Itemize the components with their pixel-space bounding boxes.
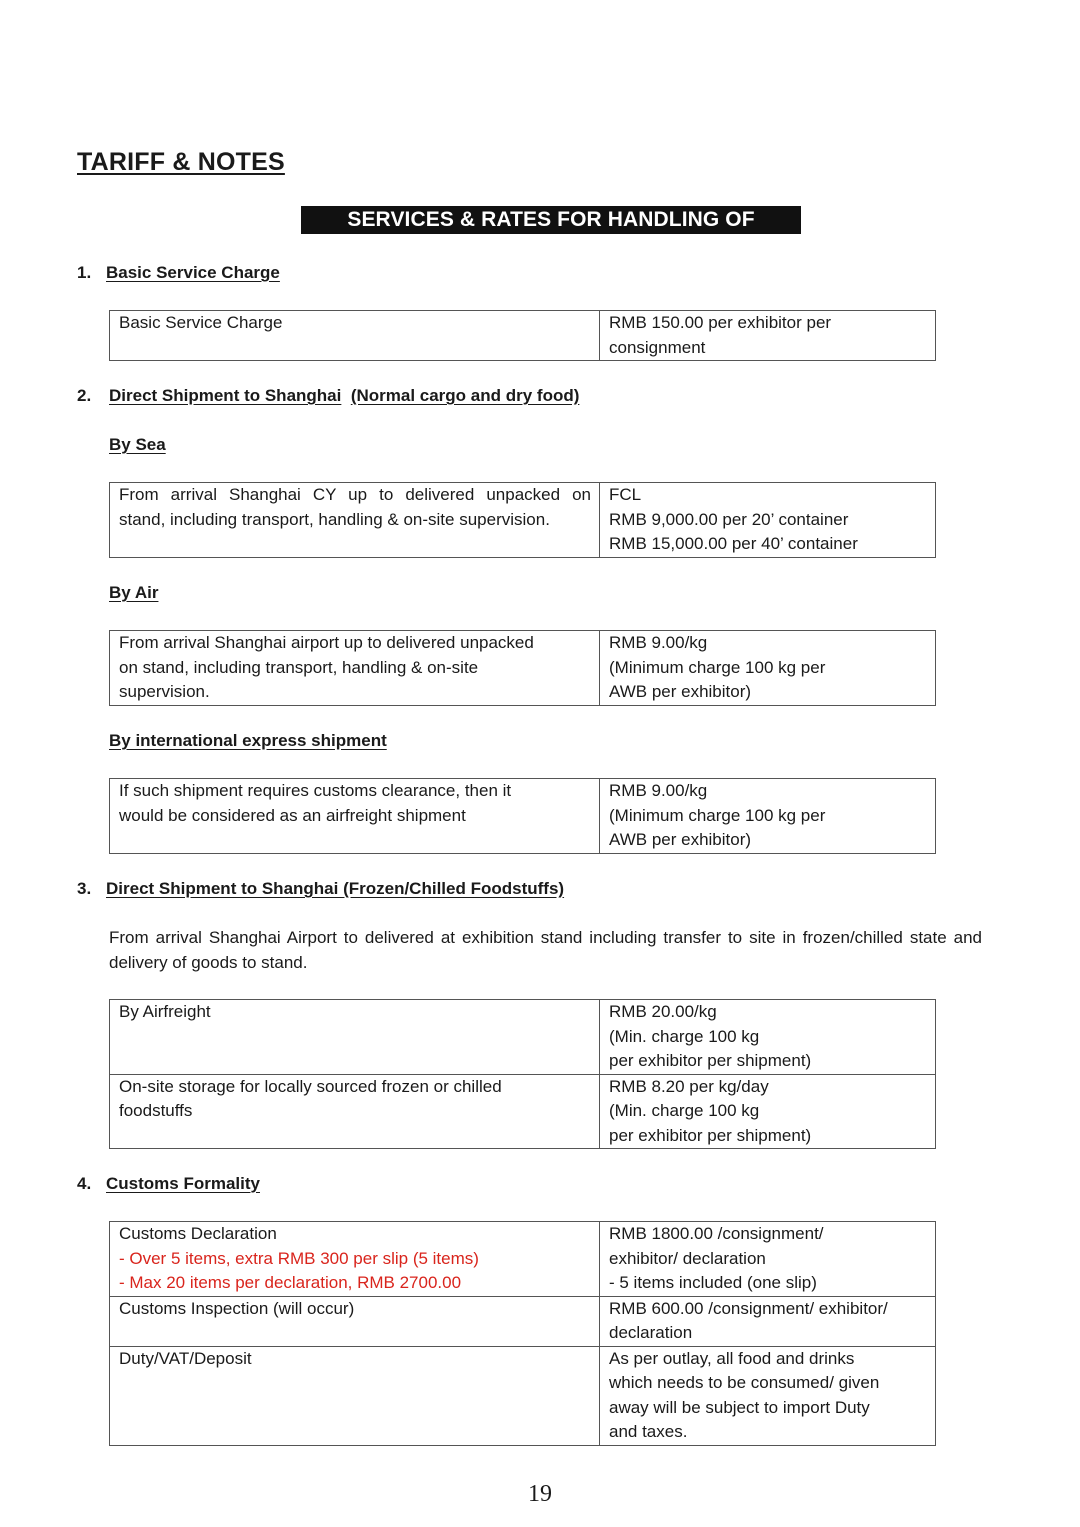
cell-line: would be considered as an airfreight shipment <box>119 805 466 825</box>
rate-cell <box>600 1000 936 1075</box>
cell-line: exhibitor/ declaration <box>609 1248 766 1268</box>
cell-line: From arrival Shanghai CY up to delivered unpacked on <box>119 485 591 504</box>
rate-cell <box>600 1346 936 1445</box>
declaration-note: - Max 20 items per declaration, RMB 2700.00 <box>119 1273 462 1292</box>
customs-table <box>109 1221 936 1446</box>
cell-line: Duty/VAT/Deposit <box>119 1348 252 1368</box>
cell-line: (Minimum charge 100 kg per <box>609 805 826 825</box>
by-sea-table <box>109 482 936 558</box>
section-4-heading <box>77 1174 260 1194</box>
service-cell <box>110 631 600 706</box>
section-number: 2. <box>77 386 92 405</box>
cell-line: On-site storage for locally sourced frozen or chilled <box>119 1076 502 1096</box>
section-2-heading <box>77 386 579 406</box>
cell-line: RMB 1800.00 /consignment/ <box>609 1224 824 1243</box>
table-row <box>110 1222 936 1297</box>
section-title: Direct Shipment to Shanghai <box>109 386 342 405</box>
section-subtitle: (Normal cargo and dry food) <box>350 386 580 405</box>
section-1-heading <box>77 263 280 283</box>
cell-line: As per outlay, all food and drinks <box>609 1348 855 1368</box>
cell-line: By Airfreight <box>119 1002 211 1021</box>
table-row <box>110 1074 936 1149</box>
cell-line: If such shipment requires customs clearance, then it <box>119 781 512 800</box>
cell-line: stand, including transport, handling & on-site supervision. <box>119 509 550 529</box>
cell-line: (Min. charge 100 kg <box>609 1026 760 1046</box>
table-row <box>110 483 936 558</box>
table-row <box>110 1346 936 1445</box>
cell-line: declaration <box>609 1323 693 1342</box>
service-cell <box>110 1346 600 1445</box>
service-cell <box>110 1222 600 1297</box>
cell-line: on stand, including transport, handling & on-site <box>119 657 479 677</box>
by-express-table <box>109 778 936 854</box>
section-number: 1. <box>77 263 92 282</box>
cell-line: - 5 items included (one slip) <box>609 1273 817 1292</box>
cell-line: consignment <box>609 337 706 357</box>
service-cell <box>110 1074 600 1149</box>
section-number: 3. <box>77 879 92 898</box>
cell-line: foodstuffs <box>119 1101 193 1120</box>
service-cell <box>110 779 600 854</box>
cell-line: which needs to be consumed/ given <box>609 1373 880 1392</box>
by-air-table <box>109 630 936 706</box>
cell-line: RMB 150.00 per exhibitor per <box>609 313 832 332</box>
rate-cell <box>600 311 936 361</box>
basic-service-table <box>109 310 936 361</box>
rate-cell <box>600 779 936 854</box>
page-title: TARIFF & NOTES <box>77 148 285 176</box>
cell-line: supervision. <box>119 682 210 701</box>
cell-line: From arrival Shanghai airport up to delivered unpacked <box>119 633 534 652</box>
cell-line: and taxes. <box>609 1422 688 1441</box>
by-air-heading: By Air <box>109 583 159 602</box>
services-banner: SERVICES & RATES FOR HANDLING OF EXHIBITS <box>301 206 801 234</box>
cell-line: RMB 20.00/kg <box>609 1002 717 1021</box>
cell-line: Customs Inspection (will occur) <box>119 1298 355 1318</box>
cell-line: RMB 9.00/kg <box>609 781 708 800</box>
cell-line: AWB per exhibitor) <box>609 830 752 849</box>
by-express-heading: By international express shipment <box>109 731 387 750</box>
service-cell <box>110 483 600 558</box>
rate-cell <box>600 483 936 558</box>
section-title: Customs Formality <box>106 1174 260 1193</box>
table-row <box>110 1000 936 1075</box>
cell-line: RMB 600.00 /consignment/ exhibitor/ <box>609 1298 888 1318</box>
table-row <box>110 631 936 706</box>
cell-line: (Min. charge 100 kg <box>609 1101 760 1120</box>
cell-line: RMB 9.00/kg <box>609 633 708 652</box>
section-title: Direct Shipment to Shanghai (Frozen/Chilled Foodstuffs) <box>106 879 565 898</box>
table-row <box>110 779 936 854</box>
cell-line: RMB 9,000.00 per 20’ container <box>609 509 849 529</box>
cell-line: RMB 15,000.00 per 40’ container <box>609 534 858 553</box>
page-number: 19 <box>528 1481 552 1507</box>
rate-cell <box>600 1074 936 1149</box>
frozen-table <box>109 999 936 1149</box>
cell-line: away will be subject to import Duty <box>609 1397 870 1417</box>
cell-line: per exhibitor per shipment) <box>609 1051 812 1070</box>
cell-line: Basic Service Charge <box>119 313 283 332</box>
section-3-heading <box>77 879 564 899</box>
table-row <box>110 1296 936 1346</box>
section-title: Basic Service Charge <box>106 263 280 282</box>
cell-line: FCL <box>609 485 642 504</box>
table-row <box>110 311 936 361</box>
cell-line: (Minimum charge 100 kg per <box>609 657 826 677</box>
cell-line: per exhibitor per shipment) <box>609 1125 812 1145</box>
cell-line: AWB per exhibitor) <box>609 682 752 701</box>
service-cell <box>110 1296 600 1346</box>
frozen-description: From arrival Shanghai Airport to delivered at exhibition stand including transfer to site in frozen/chilled state and delivery of goods to stand. <box>109 928 982 972</box>
section-number: 4. <box>77 1174 92 1193</box>
service-cell <box>110 1000 600 1075</box>
rate-cell <box>600 631 936 706</box>
rate-cell <box>600 1222 936 1297</box>
service-cell <box>110 311 600 361</box>
declaration-note: - Over 5 items, extra RMB 300 per slip (5 items) <box>119 1248 479 1268</box>
cell-line: RMB 8.20 per kg/day <box>609 1076 769 1096</box>
rate-cell <box>600 1296 936 1346</box>
cell-line: Customs Declaration <box>119 1224 277 1243</box>
by-sea-heading: By Sea <box>109 435 166 454</box>
